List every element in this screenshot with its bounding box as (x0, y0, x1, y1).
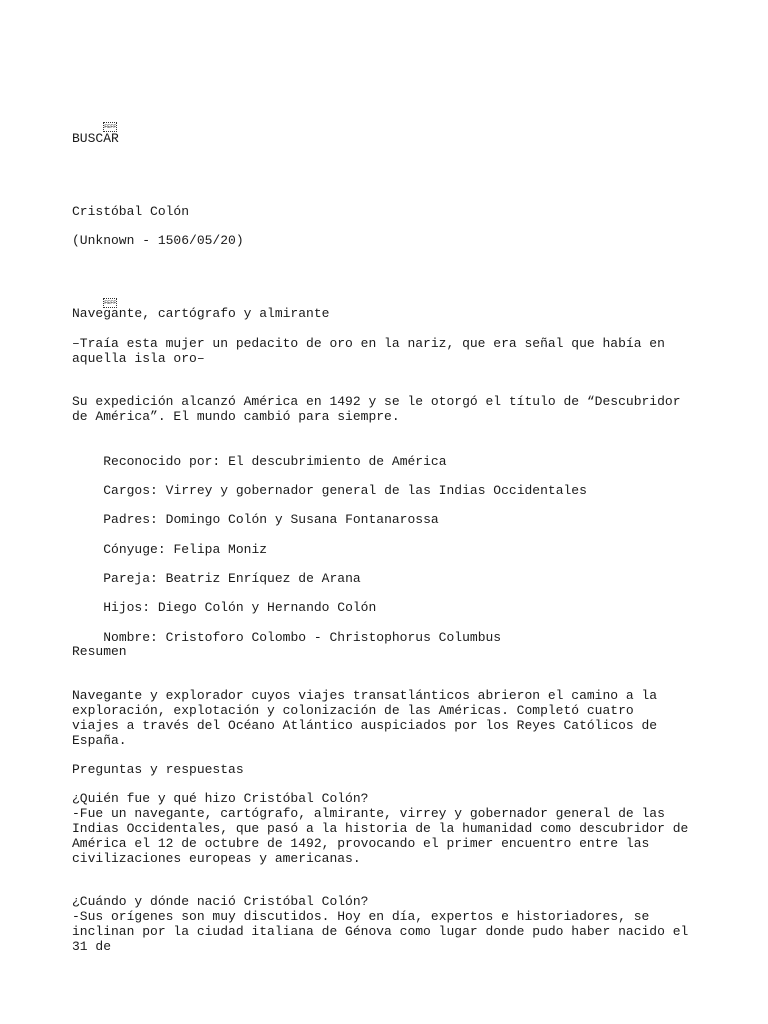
fact-label: Cónyuge: (103, 542, 166, 557)
fact-label: Pareja: (103, 571, 158, 586)
fact-value: Cristoforo Colombo - Christophorus Columbus (165, 630, 502, 645)
person-name: Cristóbal Colón (72, 204, 190, 219)
faq-answer: -Fue un navegante, cartógrafo, almirante, virrey y gobernador general de las Indias Occidentales, que pasó a la historia de la humanidad como descubridor de América el 12 de octubre de 1492, provocando el primer encuentro entre las civilizaciones europeas y americanas. (72, 806, 697, 866)
faq-question: ¿Cuándo y dónde nació Cristóbal Colón? (72, 894, 369, 909)
fact-label: Cargos: (103, 483, 158, 498)
fact-label: Nombre: (103, 630, 158, 645)
fact-value: Felipa Moniz (173, 542, 268, 557)
fact-label: Hijos: (103, 600, 151, 615)
faq-heading: Preguntas y respuestas (72, 762, 244, 777)
fact-label: Padres: (103, 512, 158, 527)
person-title: Navegante, cartógrafo y almirante (72, 306, 330, 321)
unknown-glyph-icon: FEFF (104, 124, 117, 130)
resumen-heading: Resumen (72, 644, 127, 659)
person-quote: –Traía esta mujer un pedacito de oro en la nariz, que era señal que había en aquella isla oro– (72, 336, 673, 366)
summary-intro: Su expedición alcanzó América en 1492 y se le otorgó el título de “Descubridor de América”. El mundo cambió para siempre. (72, 394, 689, 424)
fact-value: Virrey y gobernador general de las Indias Occidentales (165, 483, 587, 498)
fact-value: Beatriz Enríquez de Arana (165, 571, 361, 586)
fact-value: El descubrimiento de América (228, 454, 447, 469)
search-link[interactable]: BUSCAR (72, 131, 119, 146)
fact-name (72, 615, 501, 660)
fact-label: Reconocido por: (103, 454, 221, 469)
unknown-glyph-icon: FEFF (104, 300, 117, 306)
fact-value: Diego Colón y Hernando Colón (157, 600, 377, 615)
faq-answer: -Sus orígenes son muy discutidos. Hoy en día, expertos e historiadores, se inclinan por la ciudad italiana de Génova como lugar donde pudo haber nacido el 31 de (72, 909, 697, 954)
person-dates: (Unknown - 1506/05/20) (72, 233, 244, 248)
faq-question: ¿Quién fue y qué hizo Cristóbal Colón? (72, 791, 369, 806)
fact-value: Domingo Colón y Susana Fontanarossa (165, 512, 439, 527)
resumen-text: Navegante y explorador cuyos viajes transatlánticos abrieron el camino a la exploración, explotación y colonización de las Américas. Completó cuatro viajes a través del Océano Atlántico auspiciados por los Reyes Católicos de España. (72, 688, 665, 748)
